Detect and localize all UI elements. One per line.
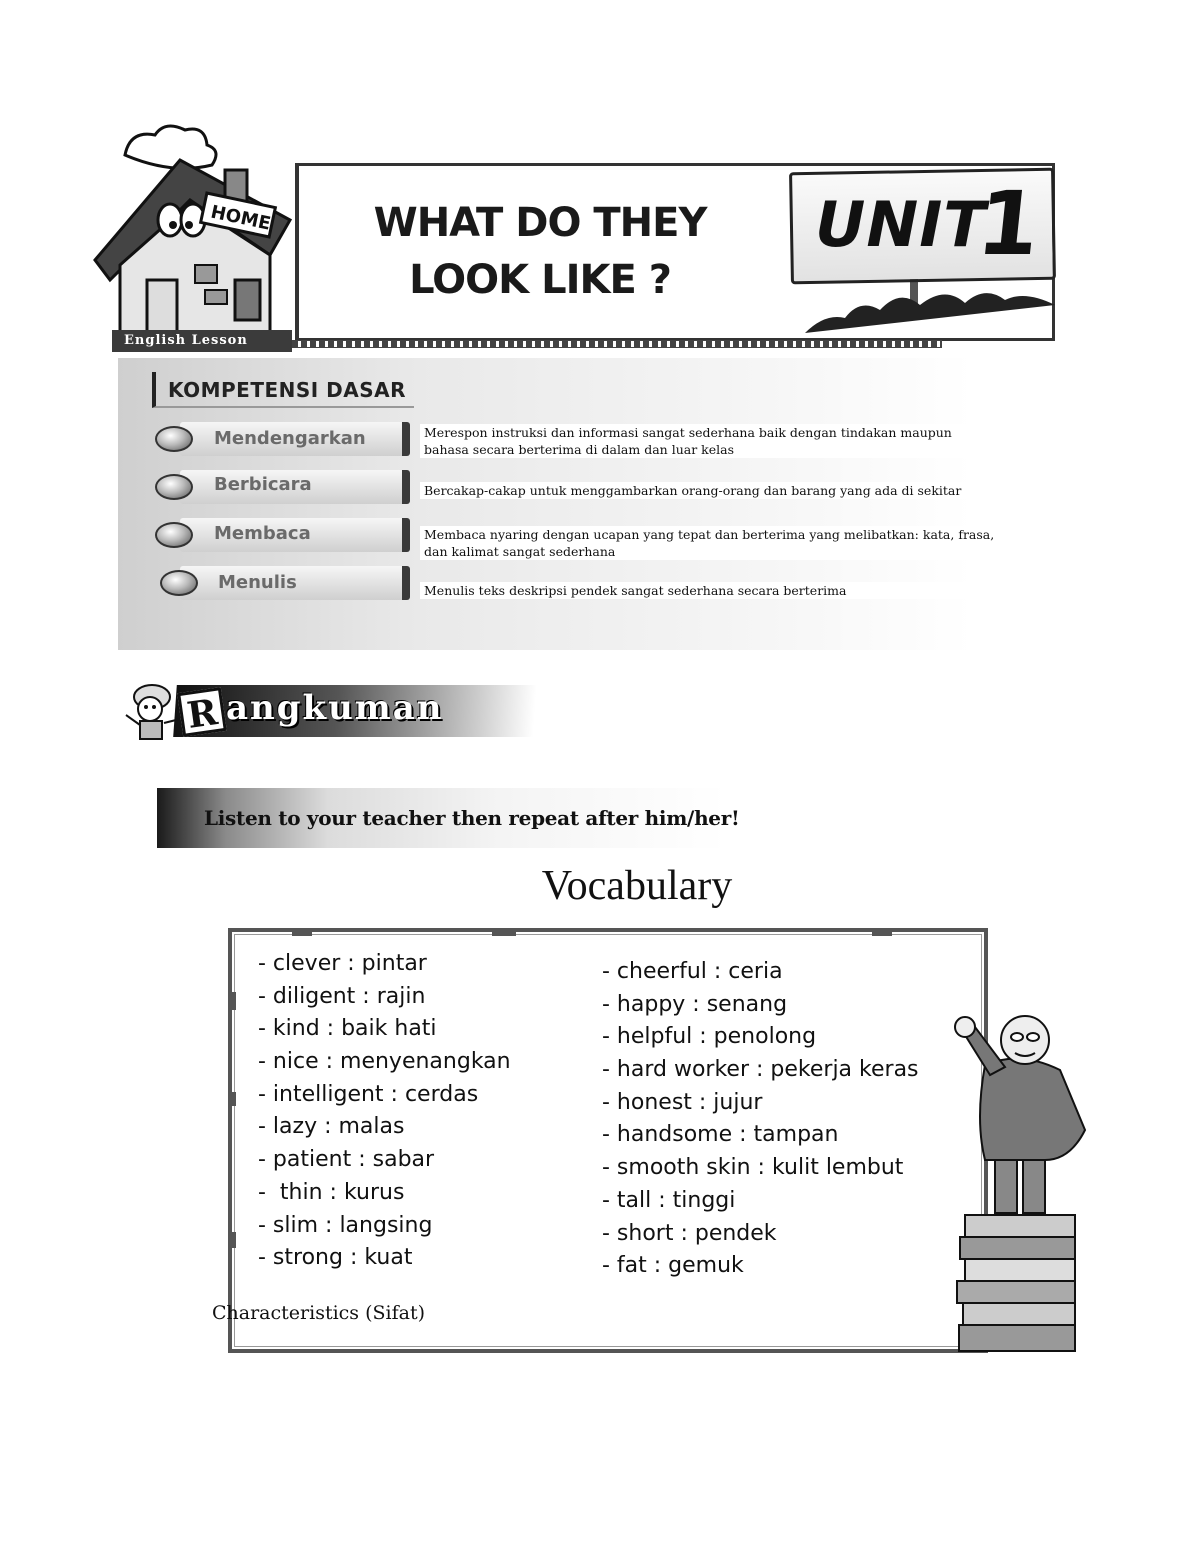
vocabulary-item: - clever : pintar bbox=[258, 951, 427, 976]
vocabulary-item: - handsome : tampan bbox=[602, 1122, 839, 1148]
vocabulary-item: - short : pendek bbox=[602, 1220, 777, 1246]
frame-notch bbox=[229, 992, 236, 1010]
vocabulary-item: - strong : kuat bbox=[258, 1245, 413, 1271]
vocabulary-item: - hard worker : pekerja keras bbox=[602, 1057, 919, 1083]
vocabulary-caption: Characteristics (Sifat) bbox=[212, 1302, 425, 1324]
english-lesson-label: English Lesson bbox=[112, 330, 292, 352]
frame-notch bbox=[872, 930, 892, 936]
bubble-icon bbox=[155, 474, 193, 500]
skill-description: Menulis teks deskripsi pendek sangat sederhana secara berterima bbox=[420, 582, 1000, 599]
vocabulary-item: - kind : baik hati bbox=[258, 1016, 437, 1042]
vocabulary-item: - intelligent : cerdas bbox=[258, 1081, 479, 1107]
skill-name: Mendengarkan bbox=[214, 428, 366, 449]
skill-description: Merespon instruksi dan informasi sangat sederhana baik dengan tindakan maupun bahasa secara berterima di dalam dan luar kelas bbox=[420, 424, 1000, 458]
rangkuman-initial: R bbox=[177, 687, 227, 737]
vocabulary-list-left bbox=[258, 948, 511, 1275]
vocabulary-item: - smooth skin : kulit lembut bbox=[602, 1155, 904, 1181]
house-sign-text: HOME bbox=[208, 201, 273, 235]
vocabulary-item: - slim : langsing bbox=[258, 1212, 433, 1238]
bubble-icon bbox=[155, 522, 193, 548]
mascot-illustration bbox=[122, 675, 184, 747]
rangkuman-heading: angkuman bbox=[226, 688, 444, 728]
vocabulary-item: - honest : jujur bbox=[602, 1089, 763, 1115]
page-title: WHAT DO THEY LOOK LIKE ? bbox=[373, 200, 707, 303]
unit-label: UNIT bbox=[815, 188, 987, 261]
frame-notch bbox=[229, 1232, 236, 1248]
vocabulary-item: - helpful : penolong bbox=[602, 1024, 817, 1050]
house-illustration bbox=[85, 115, 315, 355]
vocabulary-item: - tall : tinggi bbox=[602, 1187, 736, 1213]
bubble-icon bbox=[155, 426, 193, 452]
skill-description: Bercakap-cakap untuk menggambarkan orang-orang dan barang yang ada di sekitar bbox=[420, 482, 1000, 499]
unit-number: 1 bbox=[972, 172, 1045, 275]
vocabulary-title: Vocabulary bbox=[541, 863, 733, 909]
teacher-illustration bbox=[935, 1005, 1110, 1355]
frame-notch bbox=[229, 1092, 236, 1106]
frame-notch bbox=[292, 930, 312, 936]
vocabulary-item: - fat : gemuk bbox=[602, 1253, 744, 1279]
vocabulary-item: - happy : senang bbox=[602, 991, 788, 1017]
skill-name: Menulis bbox=[218, 572, 297, 593]
frame-notch bbox=[492, 930, 516, 936]
vocabulary-item: - nice : menyenangkan bbox=[258, 1049, 511, 1075]
vocabulary-item: - cheerful : ceria bbox=[602, 959, 783, 984]
skill-name: Membaca bbox=[214, 523, 311, 544]
vocabulary-item: - diligent : rajin bbox=[258, 983, 426, 1009]
vocabulary-item: - lazy : malas bbox=[258, 1114, 405, 1140]
dotted-rule bbox=[292, 340, 942, 348]
skill-name: Berbicara bbox=[214, 474, 312, 495]
skill-description: Membaca nyaring dengan ucapan yang tepat dan berterima yang melibatkan: kata, frasa, dan kalimat sangat sederhana bbox=[420, 526, 1000, 560]
bubble-icon bbox=[160, 570, 198, 596]
kompetensi-title: KOMPETENSI DASAR bbox=[168, 378, 407, 402]
vocabulary-item: - thin : kurus bbox=[258, 1179, 405, 1205]
instruction-text: Listen to your teacher then repeat after him/her! bbox=[204, 806, 740, 830]
vocabulary-item: - patient : sabar bbox=[258, 1147, 435, 1173]
vocabulary-list-right bbox=[602, 956, 919, 1283]
